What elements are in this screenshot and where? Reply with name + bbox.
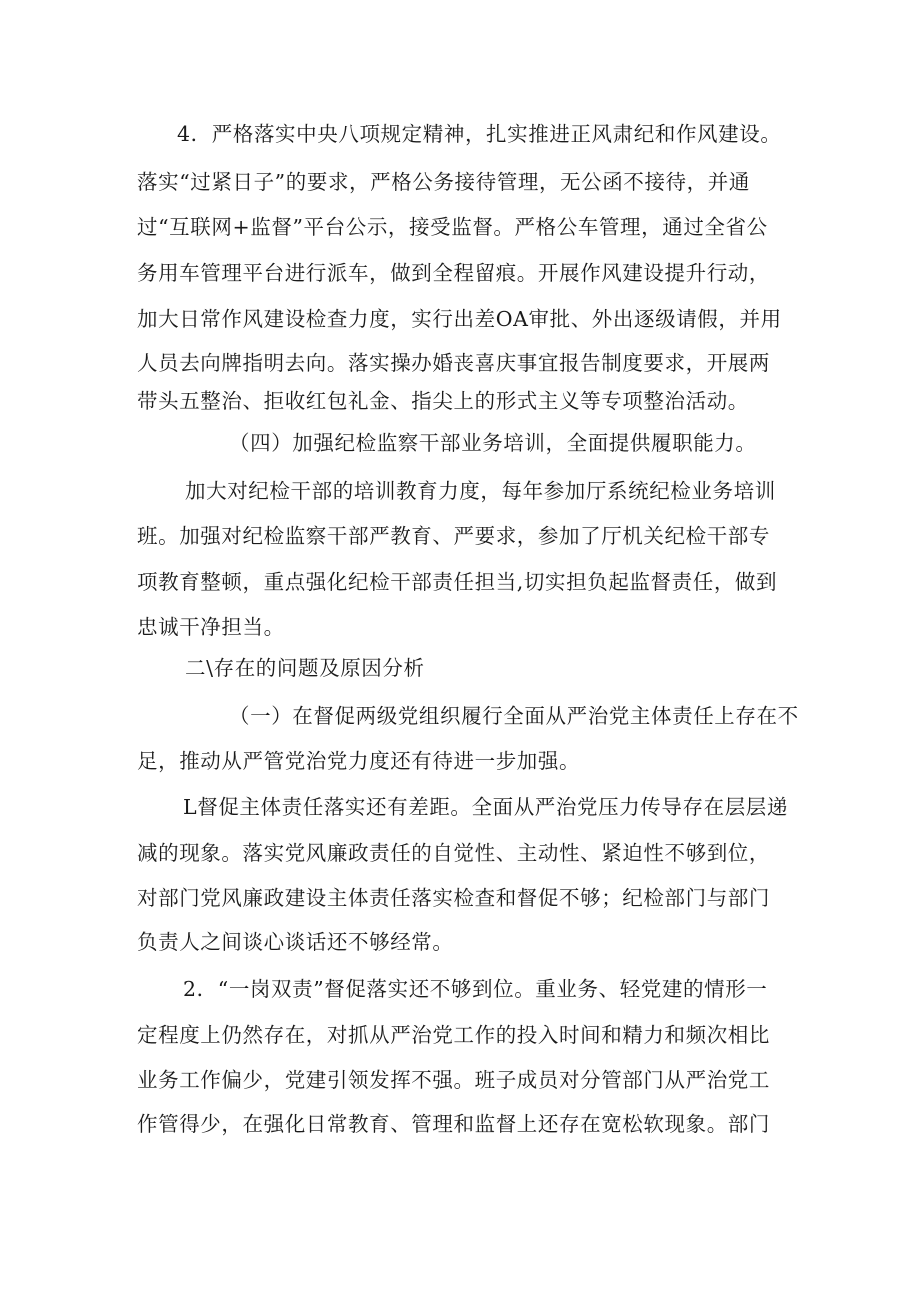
text-line-9: 加大对纪检干部的培训教育力度，每年参加厅系统纪检业务培训 xyxy=(185,479,776,503)
section-heading-4: （四）加强纪检监察干部业务培训，全面提供履职能力。 xyxy=(229,431,757,455)
text-line-17: 减的现象。落实党风廉政责任的自觉性、主动性、紧迫性不够到位， xyxy=(137,841,770,865)
text-line-18: 对部门党风廉政建设主体责任落实检查和督促不够；纪检部门与部门 xyxy=(137,886,770,910)
text-line-4: 务用车管理平台进行派车，做到全程留痕。开展作风建设提升行动， xyxy=(137,261,770,285)
text-line-12: 忠诚干净担当。 xyxy=(137,615,285,639)
text-line-15: 足，推动从严管党治党力度还有待进一步加强。 xyxy=(137,749,581,773)
text-line-10: 班。加强对纪检监察干部严教育、严要求，参加了厅机关纪检干部专 xyxy=(137,524,770,548)
text-line-22: 业务工作偏少，党建引领发挥不强。班子成员对分管部门从严治党工 xyxy=(137,1068,770,1092)
text-line-3: 过“互联网+监督”平台公示，接受监督。严格公车管理，通过全省公 xyxy=(137,215,768,239)
text-line-7: 带头五整治、拒收红包礼金、指尖上的形式主义等专项整治活动。 xyxy=(137,389,749,413)
text-line-2: 落实“过紧日子”的要求，严格公务接待管理，无公函不接待，并通 xyxy=(137,170,750,194)
text-line-20: 2．“一岗双责”督促落实还不够到位。重业务、轻党建的情形一 xyxy=(183,977,768,1001)
chapter-heading-2: 二\存在的问题及原因分析 xyxy=(185,656,425,680)
text-line-1: 4．严格落实中央八项规定精神，扎实推进正风肃纪和作风建设。 xyxy=(177,122,782,146)
text-line-5: 加大日常作风建设检查力度，实行出差OA审批、外出逐级请假，并用 xyxy=(137,307,782,331)
text-line-19: 负责人之间谈心谈话还不够经常。 xyxy=(137,930,454,954)
text-line-11: 项教育整顿，重点强化纪检干部责任担当,切实担负起监督责任，做到 xyxy=(137,570,778,594)
section-heading-1: （一）在督促两级党组织履行全面从严治党主体责任上存在不 xyxy=(229,704,799,728)
text-line-23: 作管得少，在强化日常教育、管理和监督上还存在宽松软现象。部门 xyxy=(137,1112,770,1136)
text-line-16: L督促主体责任落实还有差距。全面从严治党压力传导存在层层递 xyxy=(183,795,789,819)
text-line-6: 人员去向牌指明去向。落实操办婚丧喜庆事宜报告制度要求，开展两 xyxy=(137,351,770,375)
text-line-21: 定程度上仍然存在，对抓从严治党工作的投入时间和精力和频次相比 xyxy=(137,1023,770,1047)
